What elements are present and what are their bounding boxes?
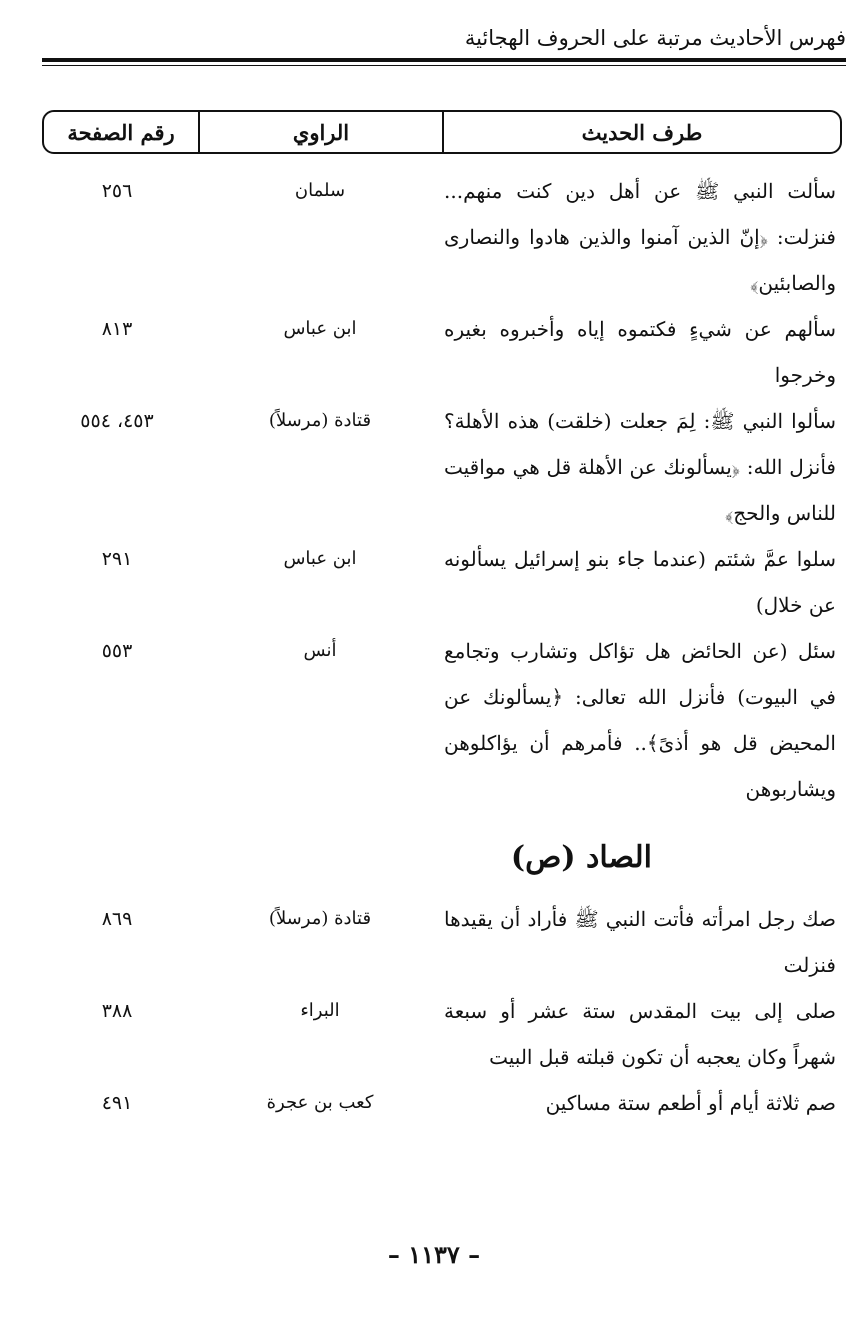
hadith-text: سألوا النبي ﷺ: لِمَ جعلت (خلقت) هذه الأهلة؟ فأنزل الله: ﴿يسألونك عن الأهلة قل هي مواقيت للناس والحج﴾ [444, 409, 836, 525]
narrator-name: سلمان [294, 180, 346, 201]
narrator-name: البراء [300, 1000, 340, 1021]
table-row [42, 628, 842, 812]
narrator-name: ابن عباس [283, 548, 357, 569]
page-number: ٤٩١ [101, 1092, 133, 1114]
table-header [42, 110, 842, 154]
table-row [42, 398, 842, 536]
table-row [42, 988, 842, 1080]
running-head: فهرس الأحاديث مرتبة على الحروف الهجائية [464, 26, 846, 50]
page-number: ٨١٣ [101, 318, 133, 340]
narrator-name: ابن عباس [283, 318, 357, 339]
page-folio: – ١١٣٧ – [387, 1240, 481, 1269]
page-number: ٨٦٩ [101, 908, 133, 930]
header-rule [42, 58, 846, 62]
column-header-hadith: طرف الحديث [442, 112, 840, 152]
header-rule-thin [42, 65, 846, 66]
table-row [42, 306, 842, 398]
index-table-body [42, 168, 842, 1126]
narrator-name: قتادة (مرسلاً) [268, 410, 372, 431]
page-number: ٢٥٦ [101, 180, 133, 202]
table-row [42, 536, 842, 628]
page-number: ٢٩١ [101, 548, 133, 570]
hadith-text: سألهم عن شيءٍ فكتموه إياه وأخبروه بغيره وخرجوا [444, 317, 836, 387]
section-heading: الصاد (ص) [510, 840, 652, 875]
table-row [42, 168, 842, 306]
column-header-page: رقم الصفحة [67, 119, 175, 145]
table-row [42, 1080, 842, 1126]
page-number: ٤٥٣، ٥٥٤ [80, 410, 154, 432]
page-number: ٣٨٨ [101, 1000, 133, 1022]
hadith-text: سئل (عن الحائض هل تؤاكل وتشارب وتجامع في البيوت) فأنزل الله تعالى: ﴿يسألونك عن المحيض قل هو أذىً﴾.. فأمرهم أن يؤاكلوهن ويشاربوهن [444, 639, 836, 801]
hadith-text: صم ثلاثة أيام أو أطعم ستة مساكين [545, 1091, 836, 1115]
hadith-text: سلوا عمَّ شئتم (عندما جاء بنو إسرائيل يسألونه عن خلال) [444, 547, 836, 617]
column-header-narrator: الراوي [198, 112, 442, 152]
narrator-name: كعب بن عجرة [266, 1092, 374, 1113]
page-number: ٥٥٣ [101, 640, 133, 662]
table-row [42, 896, 842, 988]
hadith-text: صلى إلى بيت المقدس ستة عشر أو سبعة شهراً وكان يعجبه أن تكون قبلته قبل البيت [444, 999, 836, 1069]
hadith-text: صك رجل امرأته فأتت النبي ﷺ فأراد أن يقيدها فنزلت [444, 907, 836, 977]
narrator-name: أنس [303, 640, 337, 661]
narrator-name: قتادة (مرسلاً) [268, 908, 372, 929]
hadith-text: سألت النبي ﷺ عن أهل دين كنت منهم... فنزلت: ﴿إنّ الذين آمنوا والذين هادوا والنصارى والصابئين﴾ [444, 179, 836, 295]
